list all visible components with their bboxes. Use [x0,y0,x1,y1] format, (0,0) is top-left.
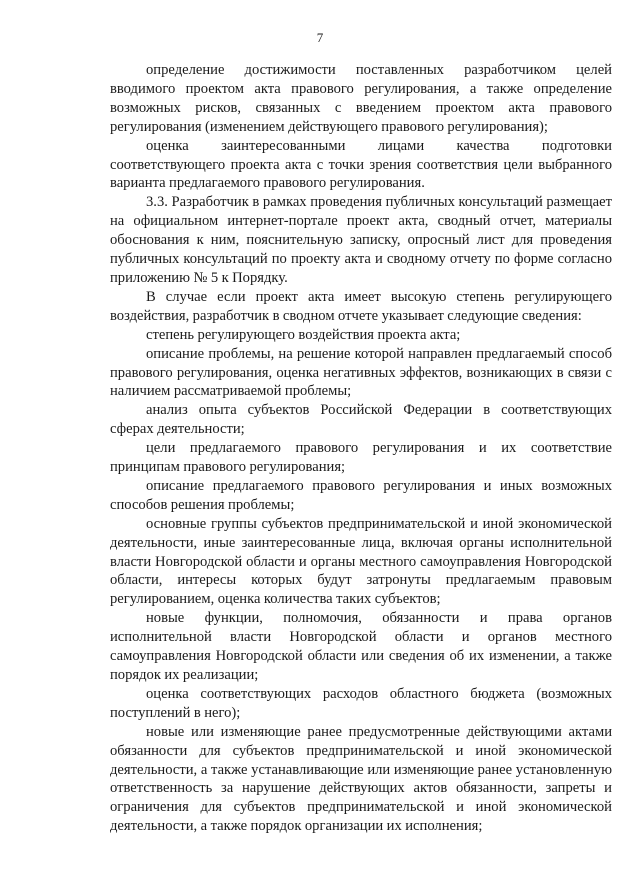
paragraph-subject-groups: основные группы субъектов предпринимательской и иной экономической деятельности, иные заинтересованные лица, включая органы исполнительной власти Новгородской области и органы местного самоуправления Новгородской области, интересы которых будут затронуты предлагаемым правовым регулированием, оценка количества таких субъектов; [110,515,612,608]
paragraph-new-obligations: новые или изменяющие ранее предусмотренные действующими актами обязанности для субъектов предпринимательской и иной экономической деятельности, а также устанавливающие или изменяющие ранее установленную ответственность за нарушение действующих актов обязанности, запреты и ограничения для субъектов предпринимательской и иной экономической деятельности, а также порядок организации их исполнения; [110,723,612,835]
paragraph-impact-degree: степень регулирующего воздействия проекта акта; [146,326,461,343]
paragraph-problem-description: описание проблемы, на решение которой направлен предлагаемый способ правового регулирования, оценка негативных эффектов, возникающих в связи с наличием рассматриваемой проблемы; [110,345,612,400]
paragraph-high-impact-intro: В случае если проект акта имеет высокую степень регулирующего воздействия, разработчик в сводном отчете указывает следующие сведения: [110,288,612,324]
document-body [110,61,612,836]
paragraph-budget-costs: оценка соответствующих расходов областного бюджета (возможных поступлений в него); [110,685,612,721]
paragraph-new-functions: новые функции, полномочия, обязанности и права органов исполнительной власти Новгородской области и органов местного самоуправления Новгородской области или сведения об их изменении, а также порядок их реализации; [110,610,612,683]
paragraph-goal-achievability: определение достижимости поставленных разработчиком целей вводимого проектом акта правового регулирования, а также определение возможных рисков, связанных с введением проектом акта правового регулирования (изменением действующего правового регулирования); [110,62,612,135]
page-number: 7 [316,30,324,45]
paragraph-regulation-goals: цели предлагаемого правового регулирования и их соответствие принципам правового регулирования; [110,440,612,476]
paragraph-clause-3-3: 3.3. Разработчик в рамках проведения публичных консультаций размещает на официальном интернет-портале проект акта, сводный отчет, материалы обоснования к ним, пояснительную записку, опросный лист для проведения публичных консультаций по проекту акта и сводному отчету по форме согласно приложению № 5 к Порядку. [110,194,612,286]
paragraph-stakeholder-assessment: оценка заинтересованными лицами качества подготовки соответствующего проекта акта с точки зрения соответствия цели выбранного варианта предлагаемого правового регулирования. [110,137,612,192]
paragraph-regional-experience: анализ опыта субъектов Российской Федерации в соответствующих сферах деятельности; [110,402,612,438]
paragraph-alternatives: описание предлагаемого правового регулирования и иных возможных способов решения проблемы; [110,477,612,513]
